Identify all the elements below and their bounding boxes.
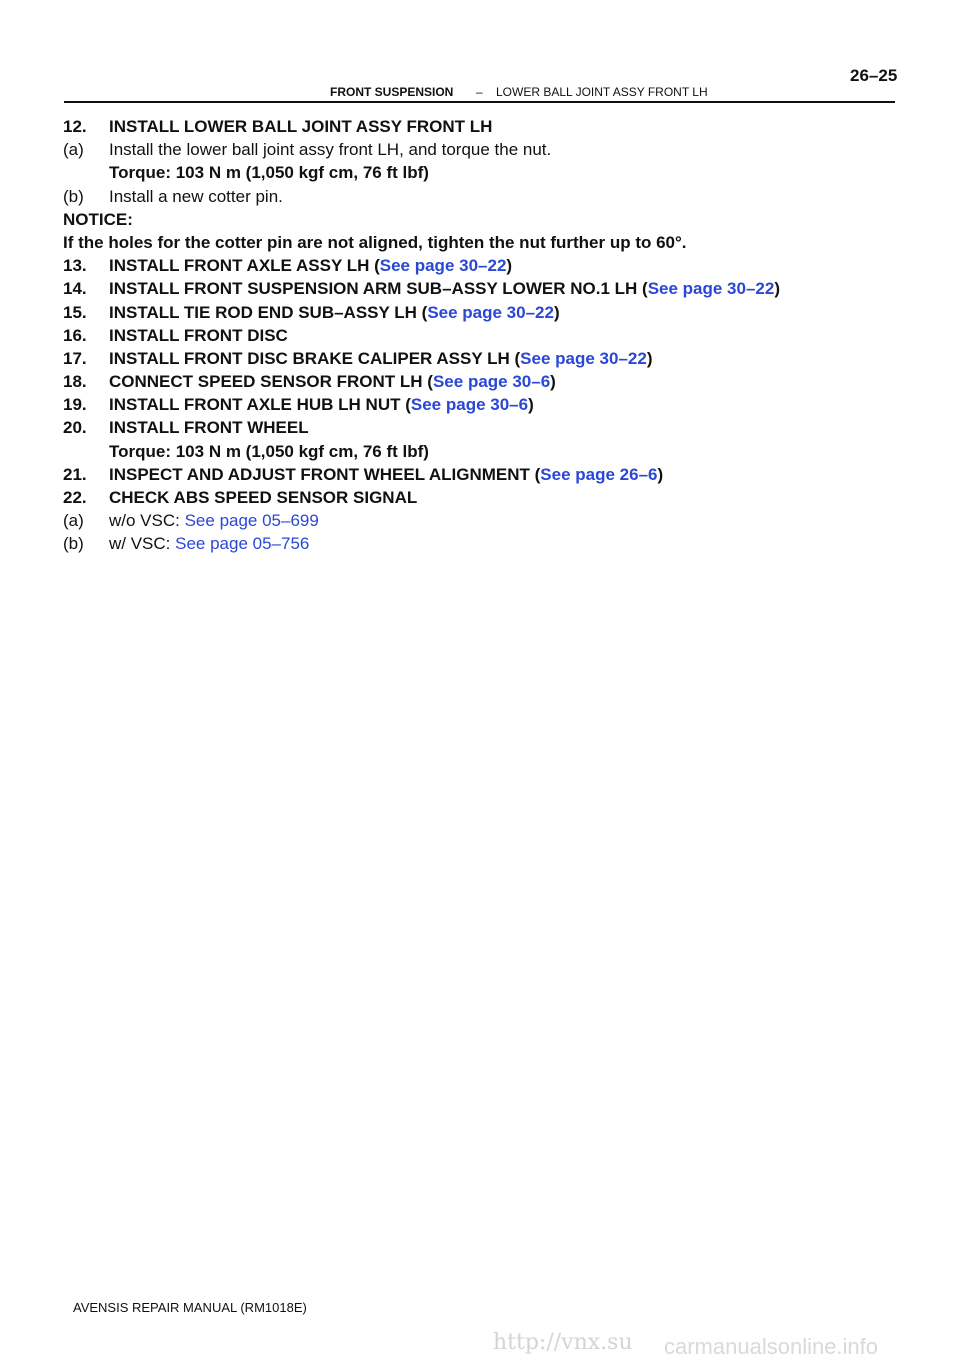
step-14 (63, 278, 903, 301)
step-number: 15. (63, 302, 87, 322)
substep-text: Install the lower ball joint assy front LH, and torque the nut. (109, 140, 552, 160)
step-close-paren: ) (528, 395, 534, 415)
notice-heading: NOTICE: (63, 209, 133, 229)
page-reference-link[interactable]: See page 05–699 (184, 511, 319, 531)
page-reference-link[interactable]: See page 30–22 (379, 256, 507, 276)
step-close-paren: ) (657, 464, 664, 484)
substep-text: Install a new cotter pin. (109, 186, 283, 206)
step-16 (63, 325, 903, 348)
step-number: 19. (63, 395, 87, 415)
step-close-paren: ) (774, 279, 781, 299)
step-22 (63, 487, 903, 510)
page-number: 26–25 (850, 66, 898, 85)
step-close-paren: ) (506, 256, 513, 276)
substep-label: (a) (63, 140, 84, 160)
substep-label: (b) (63, 186, 84, 206)
substep-22a (63, 510, 903, 533)
step-number: 22. (63, 488, 87, 507)
step-title: INSTALL FRONT DISC BRAKE CALIPER ASSY LH ( (109, 348, 521, 368)
step-title: CONNECT SPEED SENSOR FRONT LH ( (109, 372, 433, 392)
step-title: INSTALL FRONT SUSPENSION ARM SUB–ASSY LOWER NO.1 LH ( (109, 279, 648, 299)
step-title: INSTALL FRONT AXLE ASSY LH ( (109, 256, 380, 276)
step-18 (63, 371, 903, 394)
header-separator: – (476, 85, 483, 99)
header-subsection-title: LOWER BALL JOINT ASSY FRONT LH (496, 85, 708, 99)
header-divider (64, 101, 895, 103)
torque-text: Torque: 103 N m (1,050 kgf cm, 76 ft lbf) (109, 441, 429, 461)
torque-spec-12a (63, 162, 903, 185)
substep-text: w/ VSC: (109, 534, 176, 554)
step-20 (63, 417, 903, 440)
step-title: INSTALL FRONT DISC (109, 325, 288, 345)
step-17 (63, 348, 903, 371)
step-close-paren: ) (646, 348, 653, 368)
step-15 (63, 302, 903, 325)
step-title: CHECK ABS SPEED SENSOR SIGNAL (109, 488, 418, 507)
watermark-url[interactable]: http://vnx.su (493, 1330, 633, 1355)
footer-manual-title: AVENSIS REPAIR MANUAL (RM1018E) (73, 1300, 307, 1315)
notice-label (63, 209, 903, 232)
step-title: INSTALL TIE ROD END SUB–ASSY LH ( (109, 302, 428, 322)
notice-text: If the holes for the cotter pin are not aligned, tighten the nut further up to 60°. (63, 232, 687, 252)
step-21 (63, 464, 903, 487)
step-title: INSTALL FRONT WHEEL (109, 418, 309, 438)
torque-text: Torque: 103 N m (1,050 kgf cm, 76 ft lbf) (109, 163, 429, 183)
page-reference-link[interactable]: See page 26–6 (540, 464, 658, 484)
substep-12a (63, 139, 903, 162)
page-reference-link[interactable]: See page 30–6 (432, 372, 551, 392)
step-number: 20. (63, 418, 87, 438)
substep-text: w/o VSC: (109, 511, 185, 531)
step-close-paren: ) (553, 302, 560, 322)
notice-body (63, 232, 903, 255)
substep-12b (63, 186, 903, 209)
step-19 (63, 394, 903, 417)
page-reference-link[interactable]: See page 30–22 (520, 348, 647, 368)
step-number: 17. (63, 348, 87, 368)
watermark-site[interactable]: carmanualsonline.info (664, 1334, 879, 1359)
substep-label: (a) (63, 511, 84, 531)
step-number: 18. (63, 372, 87, 392)
header-section-title: FRONT SUSPENSION (330, 85, 454, 99)
step-13 (63, 255, 903, 278)
step-number: 12. (63, 117, 87, 136)
torque-spec-20 (63, 441, 903, 464)
page-reference-link[interactable]: See page 30–22 (647, 279, 775, 299)
step-number: 14. (63, 279, 87, 299)
step-title: INSTALL LOWER BALL JOINT ASSY FRONT LH (109, 117, 493, 136)
page-reference-link[interactable]: See page 30–6 (410, 395, 529, 415)
page-reference-link[interactable]: See page 30–22 (427, 302, 554, 322)
substep-label: (b) (63, 534, 84, 554)
step-number: 16. (63, 325, 87, 345)
substep-22b (63, 533, 903, 556)
step-12 (63, 116, 903, 139)
step-close-paren: ) (550, 372, 556, 392)
step-number: 21. (63, 464, 87, 484)
page-reference-link[interactable]: See page 05–756 (175, 534, 310, 554)
step-title: INSTALL FRONT AXLE HUB LH NUT ( (109, 395, 411, 415)
step-title: INSPECT AND ADJUST FRONT WHEEL ALIGNMENT ( (109, 464, 541, 484)
procedure-content (63, 116, 903, 557)
step-number: 13. (63, 256, 87, 276)
